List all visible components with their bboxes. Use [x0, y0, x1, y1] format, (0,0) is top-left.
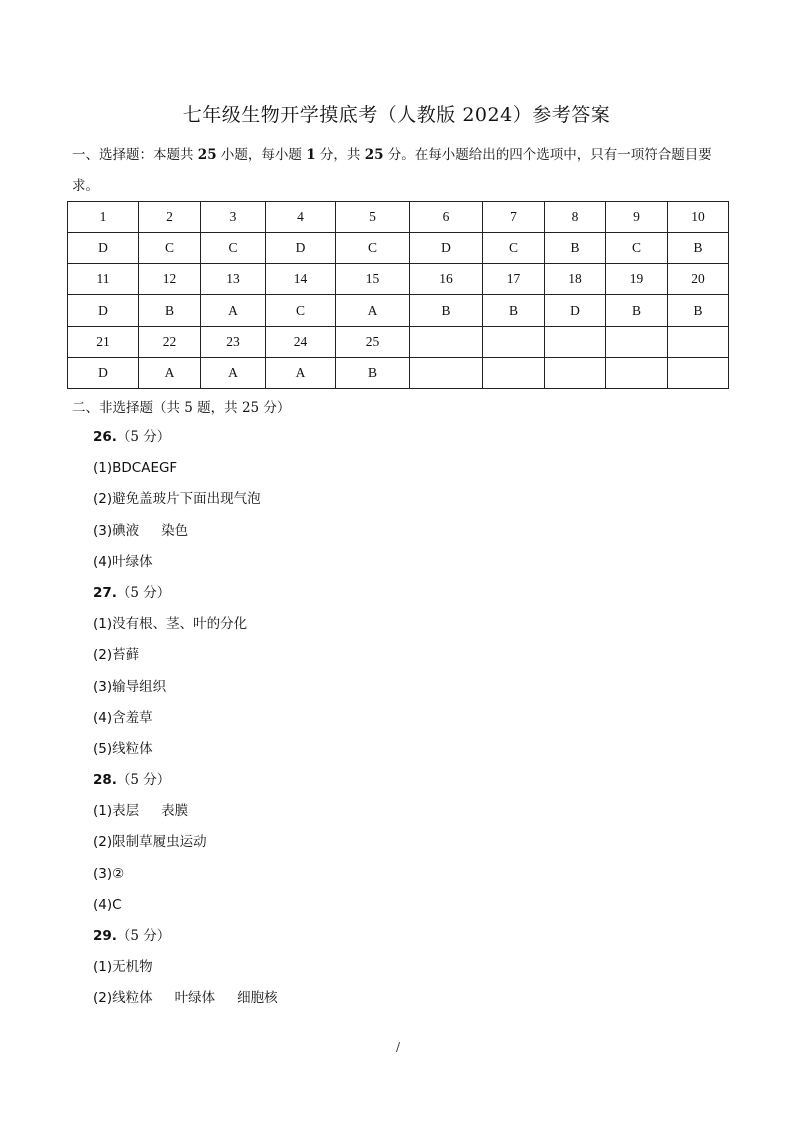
answer-cell: B: [336, 357, 410, 388]
question-number-cell: 2: [139, 202, 201, 233]
answer-cell: B: [668, 233, 729, 264]
answer-cell: D: [68, 233, 139, 264]
free-response-answers: [93, 427, 278, 1020]
question-number-cell: 21: [68, 326, 139, 357]
question-number-cell: [668, 326, 729, 357]
question-number-cell: 25: [336, 326, 410, 357]
question-label: 29.: [93, 928, 117, 944]
answer-line: [93, 864, 278, 895]
answer-cell: C: [266, 295, 336, 326]
question-number-cell: 13: [201, 264, 266, 295]
answer-cell: [606, 357, 668, 388]
section1-instructions: 一、选择题：本题共 25 小题，每小题 1 分，共 25 分。在每小题给出的四个选项中，只有一项符合题目要求。: [72, 147, 712, 194]
question-number-cell: 9: [606, 202, 668, 233]
question-number-cell: 22: [139, 326, 201, 357]
question-number-cell: 19: [606, 264, 668, 295]
question-score: （5 分）: [116, 429, 171, 445]
answer-row: [68, 295, 729, 326]
answer-cell: D: [68, 357, 139, 388]
question-label: 26.: [93, 429, 117, 445]
answer-cell: C: [139, 233, 201, 264]
answer-text: (2)苔藓: [93, 647, 140, 664]
question-heading: [93, 926, 278, 957]
answer-cell: A: [201, 357, 266, 388]
question-number-cell: 10: [668, 202, 729, 233]
section2-heading: 二、非选择题（共 5 题，共 25 分）: [72, 400, 291, 416]
answer-line: [93, 832, 278, 863]
question-number-row: [68, 326, 729, 357]
answer-cell: B: [139, 295, 201, 326]
answer-line: [93, 614, 278, 645]
question-number-cell: 5: [336, 202, 410, 233]
answer-cell: C: [606, 233, 668, 264]
question-number-cell: 8: [545, 202, 606, 233]
question-number-cell: [410, 326, 483, 357]
answer-cell: B: [483, 295, 545, 326]
answer-text: 细胞核: [237, 990, 278, 1007]
question-number-cell: [606, 326, 668, 357]
answer-cell: D: [545, 295, 606, 326]
answer-cell: A: [336, 295, 410, 326]
question-number-row: [68, 264, 729, 295]
answer-line: [93, 739, 278, 770]
page-number: /: [396, 1040, 401, 1054]
answer-text: (3)输导组织: [93, 678, 167, 695]
answer-line: [93, 988, 278, 1019]
answer-cell: [410, 357, 483, 388]
answer-cell: [545, 357, 606, 388]
answer-line: [93, 489, 278, 520]
answer-text: (2)避免盖玻片下面出现气泡: [93, 491, 261, 508]
question-label: 27.: [93, 584, 117, 601]
answer-text: (1)没有根、茎、叶的分化: [93, 616, 248, 633]
question-number-cell: 14: [266, 264, 336, 295]
question-number-cell: [483, 326, 545, 357]
answer-cell: A: [266, 357, 336, 388]
answer-text: 叶绿体: [174, 990, 216, 1007]
question-number-cell: 11: [68, 264, 139, 295]
answer-cell: D: [266, 233, 336, 264]
answer-text: 表膜: [161, 803, 189, 820]
answer-line: [93, 458, 278, 489]
answer-row: [68, 357, 729, 388]
answer-text: (5)线粒体: [93, 740, 153, 757]
question-number-cell: 7: [483, 202, 545, 233]
answer-cell: C: [483, 233, 545, 264]
question-heading: [93, 770, 278, 801]
page-title: 七年级生物开学摸底考（人教版 2024）参考答案: [182, 104, 611, 126]
answer-line: [93, 552, 278, 583]
question-heading: [93, 583, 278, 614]
question-number-cell: 15: [336, 264, 410, 295]
answer-line: [93, 677, 278, 708]
question-number-cell: 12: [139, 264, 201, 295]
answer-cell: C: [201, 233, 266, 264]
question-number-cell: 18: [545, 264, 606, 295]
question-number-cell: 16: [410, 264, 483, 295]
answer-text: (4)C: [93, 896, 122, 913]
answer-cell: D: [68, 295, 139, 326]
question-score: （5 分）: [116, 772, 171, 789]
answer-line: [93, 708, 278, 739]
answer-text: (1)表层: [93, 803, 140, 820]
answer-text: (1)无机物: [93, 959, 153, 976]
answer-text: (4)叶绿体: [93, 553, 153, 570]
answer-line: [93, 957, 278, 988]
question-score: （5 分）: [116, 928, 171, 944]
question-number-cell: 24: [266, 326, 336, 357]
answer-cell: C: [336, 233, 410, 264]
answer-cell: A: [139, 357, 201, 388]
question-number-cell: [545, 326, 606, 357]
answer-cell: [483, 357, 545, 388]
answer-cell: B: [545, 233, 606, 264]
answer-text: (2)限制草履虫运动: [93, 834, 207, 851]
answer-text: (2)线粒体: [93, 990, 153, 1007]
question-score: （5 分）: [116, 584, 171, 601]
answer-table: [67, 201, 729, 389]
answer-cell: B: [410, 295, 483, 326]
question-number-cell: 20: [668, 264, 729, 295]
answer-cell: B: [668, 295, 729, 326]
answer-cell: [668, 357, 729, 388]
answer-line: [93, 645, 278, 676]
answer-row: [68, 233, 729, 264]
answer-cell: A: [201, 295, 266, 326]
question-number-cell: 17: [483, 264, 545, 295]
question-number-cell: 3: [201, 202, 266, 233]
answer-text: (3)碘液: [93, 522, 140, 539]
answer-text: 染色: [161, 522, 189, 539]
question-label: 28.: [93, 772, 117, 789]
answer-text: (1)BDCAEGF: [93, 460, 178, 477]
question-number-cell: 1: [68, 202, 139, 233]
answer-line: [93, 895, 278, 926]
question-heading: [93, 427, 278, 458]
answer-text: (4)含羞草: [93, 709, 153, 726]
answer-line: [93, 801, 278, 832]
question-number-row: [68, 202, 729, 233]
answer-text: (3)②: [93, 865, 125, 882]
question-number-cell: 6: [410, 202, 483, 233]
answer-line: [93, 521, 278, 552]
answer-cell: D: [410, 233, 483, 264]
question-number-cell: 4: [266, 202, 336, 233]
answer-cell: B: [606, 295, 668, 326]
question-number-cell: 23: [201, 326, 266, 357]
